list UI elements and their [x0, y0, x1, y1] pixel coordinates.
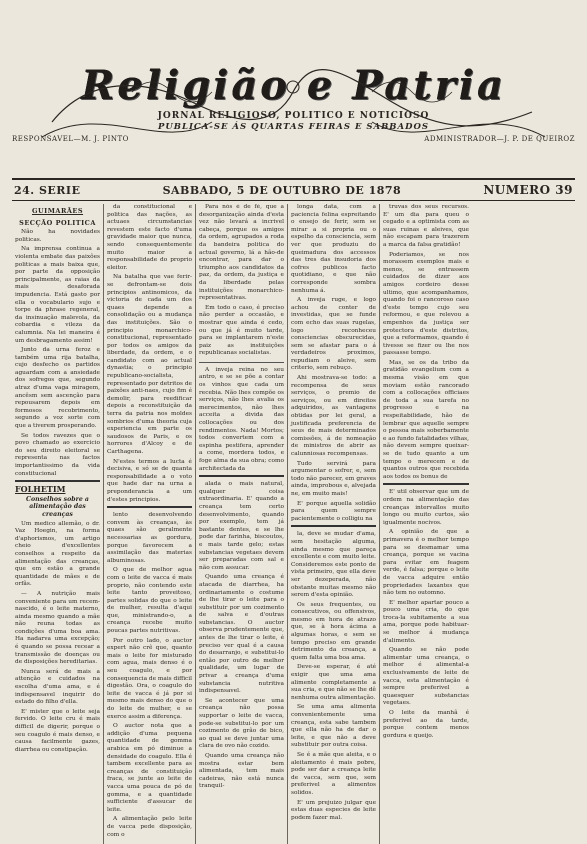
article-columns	[12, 204, 575, 844]
paragraph: Mas, se os da tribo da gratidão evangelium com a mesma visão em que moviam estão rancorado com a collocações officiaes de toda a sua tarefa no progresso e na respeitabilidade, hão de lembrar que aquelle sempre o pessoa mais soberbamente e ao fundo fatalidades vilhas, não devem sempre queixar-se de tudo quanto a um tempo o merecem e de quantos outros que recebida aos todos os bonus de	[383, 359, 469, 480]
paragraph: O leite da manhã é preferivel ao da tarde, porque contem menos gordura e queijo.	[383, 710, 469, 739]
section-heading: SECÇÃO POLITICA	[19, 218, 96, 227]
folhetim-subtitle: Conselhos sobre a alimentação das creanças	[26, 495, 89, 518]
paragraph: Tudo servirá para argumentar o sofrer, e, sem todo não parecer, em graves ainda, improbous e, alvejada ne, em muito mais!	[291, 460, 376, 497]
paragraph: Se todos ravezes que o povo chamado ao exercicio do seu direito eleitoral se representa nas factos importantissimo da vida constitucional	[15, 432, 100, 477]
responsible-editor: RESPONSAVEL—M. J. PINTO	[12, 135, 129, 143]
administrator: ADMINISTRADOR—J. P. DE QUEIROZ	[424, 135, 575, 143]
paragraph: lento desenvolvendo convem às creanças, às quaes são geralmente necessarias as gordura, porque favorecem a assimilação das materias albuminosas.	[107, 512, 192, 564]
paragraph: Ahi mostrava-se todo: a recompensa de seus serviços, o premio de serviços, ou em direitos adquiridos, as vantagens obtidas por lei geral, a justificada preferencia de seus de mais determinados comissões, á de nomeação de ministros de abrir as calunniosas recompensas.	[291, 375, 376, 457]
dateline	[12, 178, 575, 201]
paragraph: la, deve se mudar d'ama, sem hesitação alguma, ainda mesmo que pareça excellente e com muito leite. Consideremos este ponto de vista primeiro, que ella deve ser dezeperada, não obstante muitas mesmo não serem d'esta opinião.	[291, 531, 376, 599]
paragraph: E' um prejuizo julgar que estas duas especies de leite podem fazer mal.	[291, 799, 376, 821]
paragraph: O auctor nota que a addição d'uma pequena quantidade de gomma arabica em pó diminue a densidade do coagulo. Ella é tambem excellente para as creanças de constituição fraca, se junte ao leite de vacca uma pouca de pó de gomma, e a quantidade sufficiente d'assucar de leite.	[107, 723, 192, 813]
issue-date: SABBADO, 5 DE OUTUBRO DE 1878	[162, 183, 402, 197]
masthead-flourish	[12, 62, 575, 174]
paragraph: longa data, com a paciencia felina espreitando o ensejo de ferir, sem se mirar a si propria ou o espelho da consciencia, sem ver que produziu do queimadura dos accessos das tres das insudoria dos cofres publicos facto quotidiano, e que não corresponde sombra nenhuma á.	[291, 204, 376, 294]
paragraph: Os seus frequentes, ou consecutivos, ou offensivos, mesmo em hora de atrazo que, se à hora ácima a algumas horas, e sem se tempo preciso em grande detrimento da creança, a quem falta uma boa ama.	[291, 601, 376, 661]
series-label: 24. SERIE	[14, 183, 81, 197]
section-divider	[107, 506, 192, 508]
paragraph: E' util observar que um de ordem na alimentação das creanças intervallos muito longo ou muito curtos, são igualmente nocivos.	[383, 489, 469, 526]
column-5	[380, 204, 472, 844]
section-divider	[383, 483, 469, 485]
column-1	[12, 204, 104, 844]
paragraph: Quando uma creança não mostra estar bem alimentada, tem mais cadeiras, não está nunca tranquil-	[199, 752, 284, 790]
paragraph: Quando uma creança é atacada de diarrhea, ha ordinariamente o costume de lhe tirar o leite para o substituir por um cozimento de salva e d'outras substancias. O auctor observa prudentemente que, antes de lhe tirar o leite, é preciso ver qual é a causa do desarranjo, e substitui-lo então por outro de melhor qualidade, um lugar de privar a creança d'uma substancia nutritiva indispensavel.	[199, 574, 284, 695]
paragraph: Poderiamos, se nos morassem exemplos mais e menos, se entrassem cuidados de dizer aos amigos cordeiro desse ultimo, que acompanhamos, quando foi o rancoroso caso d'este tempo cujo seu reformou, e que relevou a empenhos da justiça ser protectora d'este distritos, que a reformamos, quando é tivesse se fizer ou lhe nos passasse tempo.	[383, 251, 469, 357]
paragraph: Na batalha que vae ferir-se defrontam-se dois principios antinomicos, da victoria de cada um dos quaes depende a consolidação ou a mudança das instituições. São o principio monarchico-constitucional, representado por todos os amigos da liberdade, da ordem, e o candidato com ao actual dynastia; o principio republicano-socialista, representado por detritos de paixões anti-naes, cujo fim é demolir, para reedificar depois a reconstituição da terra da patria nos moldes sombrios d'uma theoria cuja experiencia em parte os saudosos de Paris, e os horrores d'Alcoy e de Carthagena.	[107, 274, 192, 455]
section-divider	[199, 475, 284, 477]
section-divider	[291, 525, 376, 527]
masthead	[12, 62, 575, 174]
divider	[199, 362, 284, 363]
paragraph: E' melhor apartar pouco a pouco uma cria, do que troca-la subitamente a sua ama, porque pode habituar-se melhor á mudança d'alimento.	[383, 599, 469, 644]
place-heading: GUIMARÃES	[31, 207, 84, 215]
issue-number: NUMERO 39	[483, 183, 573, 197]
paragraph: Se uma ama alimenta convenientemente uma creança, esta sabe tambem que ella não ha de dar o leite, e que não a deve substituir por outra coisa.	[291, 704, 376, 749]
paragraph: Por outro lado, o auctor expert não crê que, quanto mais o leite for misturado com agua, mais denso é o seu coagulo, e por consequencia de mais difficil digestão. Ora, o coagulo do leite de vacca é já por si mesmo mais denso do que o do leite de mulher, e se exerce assim a diferença.	[107, 637, 192, 720]
paragraph: Na imprensa continua a violenta embate das paixões politicas a mais baixa que, por parte da opposição principalmente, as raias da mais desaforada impudencia. Está gasto por ella o vocabulario sujo e torpe da phrase regeneral, da insinuação malevola, da cobardia e vileza da calumnia. Na lei maneira é um desbragamento assim!	[15, 246, 100, 344]
column-2	[104, 204, 196, 844]
paragraph: Um medico allemão, o dr. Vaz Hoegin, na forma d'aphorismos, um artigo cheio d'excellentes conselhos a respeito da alimentação das creanças, que em estão a grande quantidade de mães e de orfãs.	[15, 520, 100, 588]
paragraph: Não ha novidades politicas.	[15, 229, 100, 243]
folhetim-heading: FOLHETIM	[15, 484, 66, 495]
paragraph: N'estes termos a lucta é decisiva, e só se de quanta responsabilidade a o voto que hade dar na urna a preponderancia a um d'estes principios.	[107, 458, 192, 503]
paragraph: Nunca será de mais a attenção e cuidados na escolha d'uma ama, e é indispensavel inquirir do estado do filho d'ella.	[15, 668, 100, 706]
publication-schedule: PUBLICA-SE ÁS QUARTAS FEIRAS E SABBADOS	[157, 122, 429, 132]
paragraph: E' porque aquella solidão para quem sempre pacientemente o colligiu na	[291, 500, 376, 522]
paragraph: A opinião de que a primavera é o melhor tempo para se desmamar uma creança, porque se vacina para evitar em feagem verde, é falsa; porque o leite de vacca adquire então propriedades laxantes que não tem no outomno.	[383, 529, 469, 597]
paragraph: da constitucional e politica das nações, as actuaes circumstancias revestem este facto d'uma gravidade maior que nunca, sendo consequentemente muito maior a responsabilidade do proprio eleitor.	[107, 204, 192, 271]
paragraph: A inveja reina no seu antro, e se se põe a contar os vinhos que cada um recebia. Não lhes compõe os serviços, não lhes avalia os merecimentos, não lhes acceita a divida das collocações ou dos rendimentos. Nada! Mortos; todos convertem com a espinha pestifera, aprender a come, mordera todos, e foge alma da sua obra; como architectada da	[199, 366, 284, 472]
paragraph: — A nutrição mais conveniente para um recem-nascido, é o leite materno, ainda mesmo quando a mãe não reuna todas as condições d'uma boa ama. Ha nadarva uma excepção; é quando se possa recear a transmissão de doenças ou de disposições hereditarias.	[15, 590, 100, 666]
paragraph: E' mister que o leite seja fervido. O leite cru é mais difficil de digerir, porque o seu coagulo é mais denso, e causa facilmente gazes, diarrhea ou constipação.	[15, 708, 100, 753]
paragraph: O que de melhor agua com o leite de vacca é mais proprio, não contendo este leite tanto proveitoso, partes solidas do que o leite de mulher, resulta d'aqui que, ministrando-o, a creança recebe muito poucas partes nutritivas.	[107, 567, 192, 635]
column-3	[196, 204, 288, 844]
paragraph: Quando se não pode alimentar uma creança, o melhor é alimental-a exclusivamente de leite de vacca, esta alimentação é sempre preferivel a quaesquer substancias vegetaes.	[383, 647, 469, 707]
paragraph: A alimentação pelo leite de vacca pede disposição, com o	[107, 816, 192, 838]
paragraph: Junto da urna feroz e também uma rija batalha, cujo desfecho os partidos aguardam com a ansiedade dos sofregos que, segundo atraz d'uma vaga miragem, ancêsm sem ascenção para repousarem depois em formosos recobrimento, segundo a voz sorte com que a tiverem prosperando.	[15, 347, 100, 430]
column-4	[288, 204, 380, 844]
paragraph: Em todo o caso, é preciso não perder a occasião, e mostrar que ainda é cedo, ou que já é muito tarde, para se implantarem n'este paiz as instituições republicanas socialistas.	[199, 304, 284, 357]
section-divider	[15, 480, 100, 482]
paragraph: Se é a mãe que aleita, e o aleitamento é mais pobre, pode ser dar a creança leite de vacca, sem que, sem preferivel a alimentos solidos.	[291, 751, 376, 796]
paragraph: Se acontecer que uma creança não possa supportar o leite de vacca, pode-se substitui-lo por um cozimento de grão de bico, ao qual se deve juntar uma clara de ovo não cozido.	[199, 697, 284, 750]
paragraph: Deve-se esperar, é até exigir que uma ama alimente completamente a sua cria, e que não se lhe dê nenhuma outra alimentação.	[291, 664, 376, 701]
paragraph: A inveja ruge, e logo achou de conter de investidas, que se funde com echo das suas rugelas, logo reconheceu consciencias obscurecidas, sem se afastar para o á verdadeiros proximos, repudiam o aleive, sem criterio, sem rebuço.	[291, 297, 376, 372]
paragraph: Para nós é de fé, que a desorganização ainda d'esta vez não levará a incrivel cabeça, porque os amigos da ordem, agrupados a roda da bandeira politica do actual governo, lá a hão-de encontrar, para dar o triumpho aos candidatos da paz, da ordem, da justiça e da liberdade pelas instituições monarchico-representativas.	[199, 204, 284, 302]
newspaper-subtitle: JORNAL RELIGIOSO, POLITICO E NOTICIOSO	[157, 111, 430, 121]
newspaper-title: Religião e Patria	[81, 62, 506, 109]
paragraph: truvas dos seus recursos. E' um dia para queu o cegado e a optimista com as suas ruinas e aleives, que não escapam para trazerem a marca da falsa gratidão!	[383, 204, 469, 248]
paragraph: alada o mais natural, qualquer coisa extraordinaria. E' quando a creança tem certo desenvolvimento, quando por exemplo, tem já bastante dentes, e se lhe pode dar farinha, biscoutos, e mais tarde gelo; estas substancias vegetaes devem ser preparadas com sal e não com assucar.	[199, 481, 284, 571]
